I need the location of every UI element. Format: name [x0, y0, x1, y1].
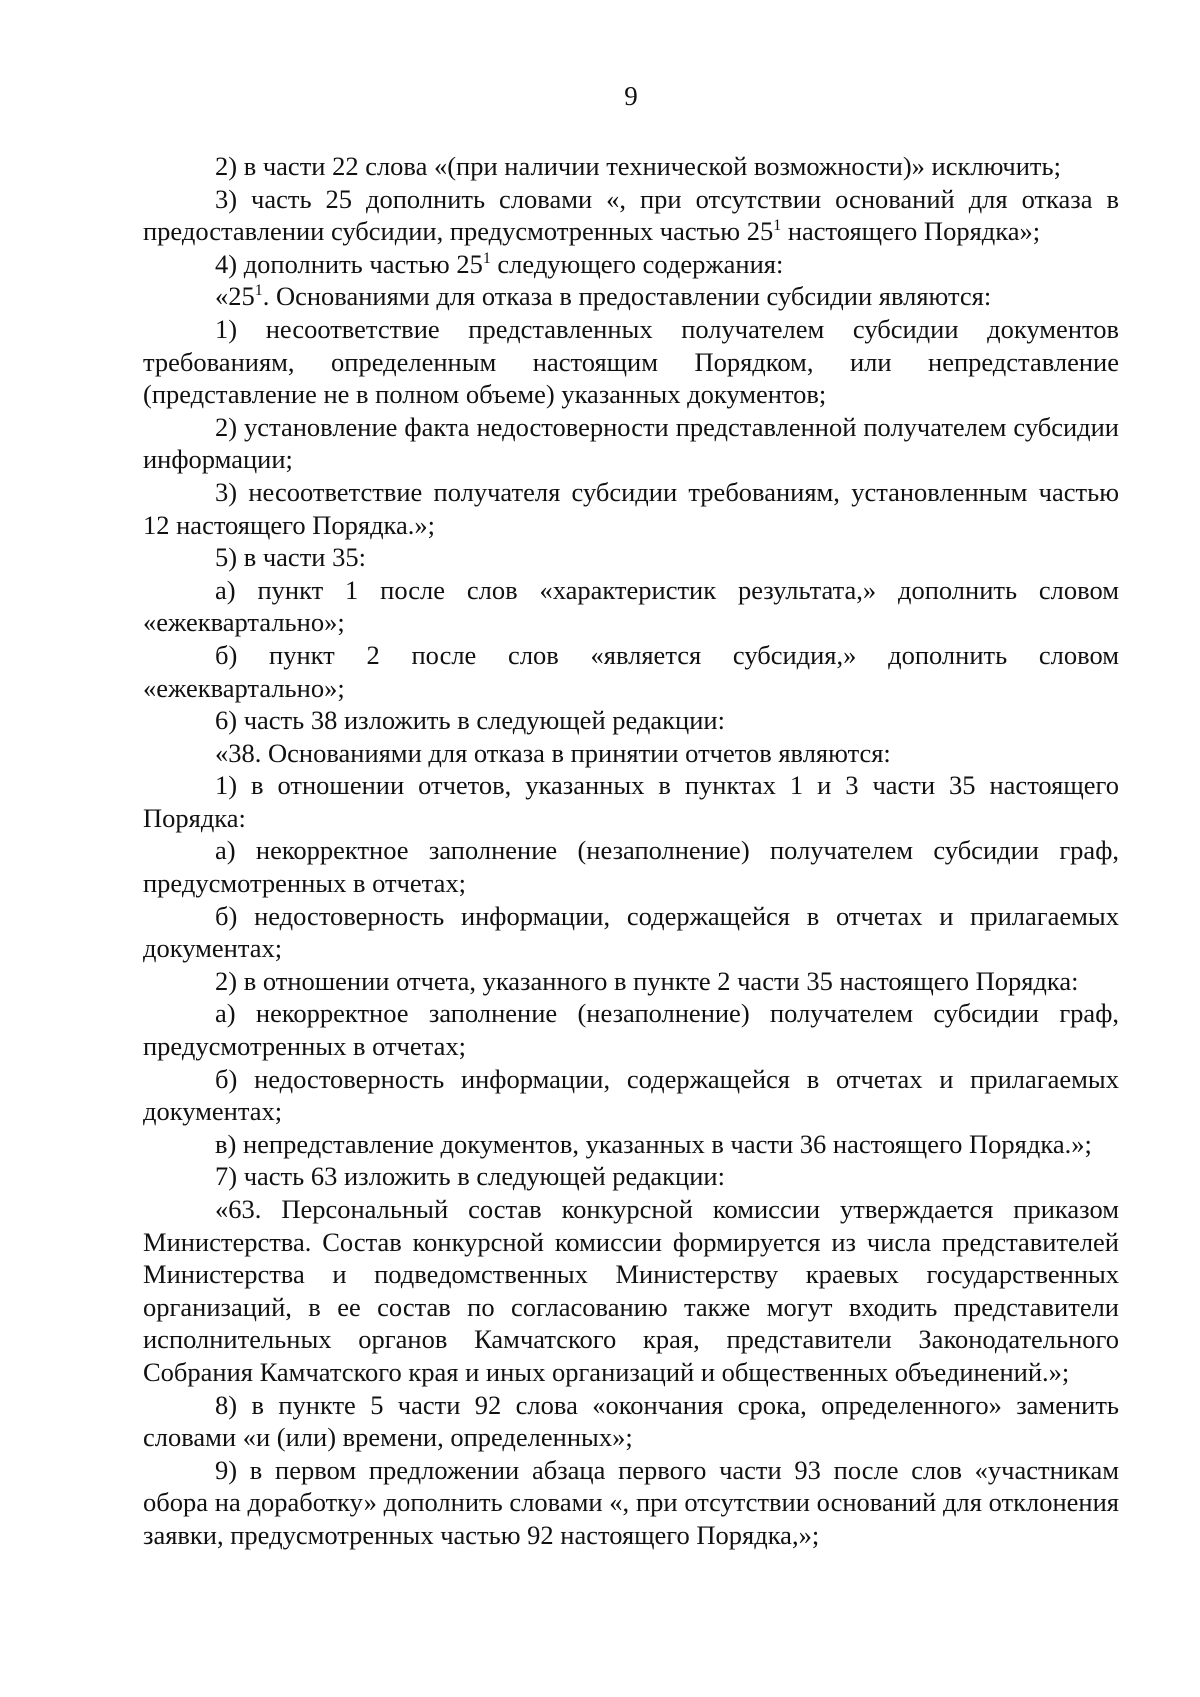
paragraph-12: «38. Основаниями для отказа в принятии отчетов являются:: [215, 737, 891, 768]
paragraph-16: 2) в отношении отчета, указанного в пункте 2 части 35 настоящего Порядка:: [215, 965, 1079, 996]
paragraph-21: «63. Персональный состав конкурсной комиссии утверждается приказом Министерства. Состав конкурсной комиссии формируется из числа представителей Министерства и подведомственных Министерству краевых государственных организаций, в ее состав по согласованию также могут входить представители исполнительных органов Камчатского края, представители Законодательного Собрания Камчатского края и иных организаций и общественных объединений.»;: [143, 1194, 1119, 1387]
paragraph-13: 1) в отношении отчетов, указанных в пунктах 1 и 3 части 35 настоящего Порядка:: [143, 770, 1119, 833]
paragraph-11: 6) часть 38 изложить в следующей редакции:: [215, 705, 725, 736]
paragraph-1: 2) в части 22 слова «(при наличии технической возможности)» исключить;: [215, 151, 1061, 181]
paragraph-10: б) пункт 2 после слов «является субсидия,» дополнить словом «ежеквартально»;: [143, 639, 1119, 703]
paragraph-4: «$25^1$. Основаниями для отказа в предоставлении субсидии являются:: [215, 281, 992, 312]
page-number: 9: [624, 81, 638, 111]
paragraph-22: 8) в пункте 5 части 92 слова «окончания срока, определенного» заменить словами «и (или) времени, определенных»;: [143, 1389, 1119, 1453]
paragraph-23: 9) в первом предложении абзаца первого части 93 после слов «участникам обора на доработку» дополнить словами «, при отсутствии оснований для отклонения заявки, предусмотренных частью 92 настоящего Порядка,»;: [143, 1454, 1119, 1550]
paragraph-17: а) некорректное заполнение (незаполнение) получателем субсидии граф, предусмотренных в отчетах;: [143, 998, 1119, 1062]
paragraph-9: а) пункт 1 после слов «характеристик результата,» дополнить словом «ежеквартально»;: [143, 574, 1119, 638]
paragraph-18: б) недостоверность информации, содержащейся в отчетах и прилагаемых документах;: [143, 1063, 1119, 1127]
paragraph-20: 7) часть 63 изложить в следующей редакции:: [215, 1161, 725, 1192]
document-body: [143, 150, 1119, 1552]
paragraph-3: 4) дополнить частью $25^1$ следующего содержания:: [215, 248, 784, 279]
paragraph-6: 2) установление факта недостоверности представленной получателем субсидии информации;: [143, 411, 1119, 475]
paragraph-5: 1) несоответствие представленных получателем субсидии документов требованиям, определенным настоящим Порядком, или непредставление (представление не в полном объеме) указанных документов;: [143, 313, 1119, 410]
paragraph-7: 3) несоответствие получателя субсидии требованиям, установленным частью 12 настоящего Порядка.»;: [143, 476, 1119, 540]
paragraph-15: б) недостоверность информации, содержащейся в отчетах и прилагаемых документах;: [143, 900, 1119, 964]
paragraph-14: а) некорректное заполнение (незаполнение) получателем субсидии граф, предусмотренных в отчетах;: [143, 835, 1119, 899]
paragraph-19: в) непредставление документов, указанных в части 36 настоящего Порядка.»;: [215, 1128, 1092, 1159]
paragraph-8: 5) в части 35:: [215, 542, 366, 573]
paragraph-2: 3) часть 25 дополнить словами «, при отсутствии оснований для отказа в предоставлении субсидии, предусмотренных частью $25^1$ настоящего Порядка»;: [143, 183, 1119, 247]
